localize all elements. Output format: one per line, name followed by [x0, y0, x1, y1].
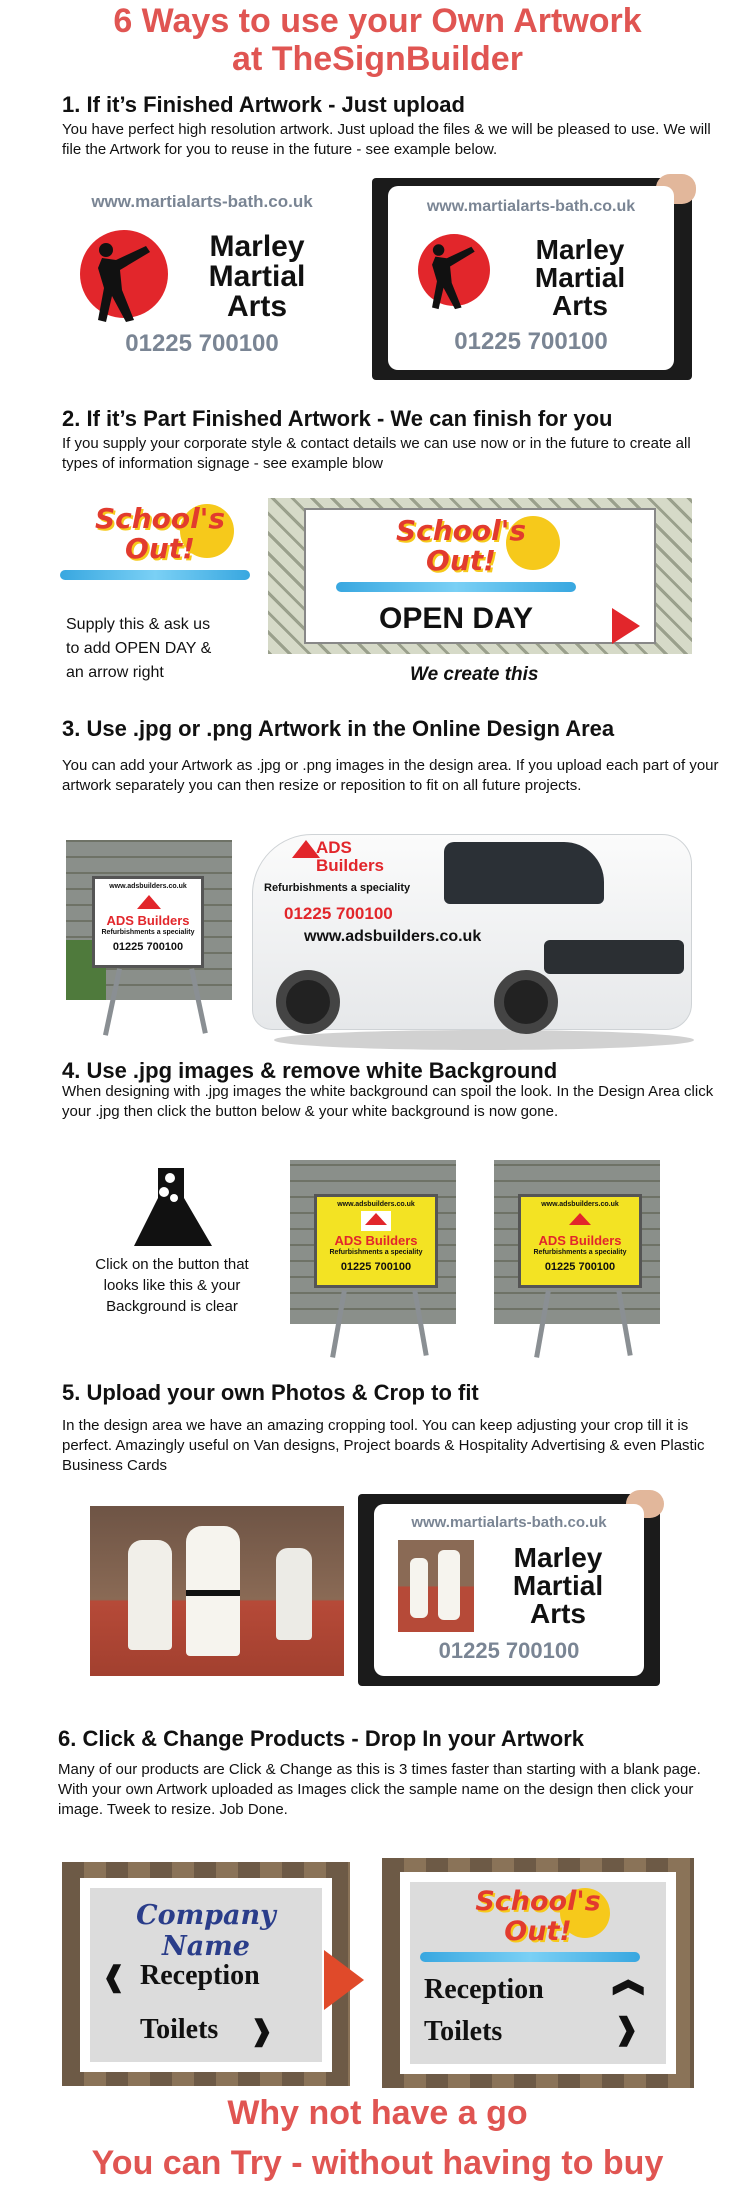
section4-caption-line2: looks like this & your — [103, 1277, 241, 1294]
sign-logo-line1: School's — [395, 514, 526, 547]
black-belt-shape — [186, 1590, 240, 1596]
sign-frame-left — [80, 1878, 332, 2072]
yellow-board-after-phone: 01225 700100 — [544, 1261, 616, 1273]
right-wave-shape — [420, 1952, 640, 1962]
card-phone-text: 01225 700100 — [454, 328, 608, 355]
wood-panel-left — [62, 1862, 350, 2086]
reception-text-right: Reception — [424, 1974, 544, 2005]
section4-body: When designing with .jpg images the white background can spoil the look. In the Design Area click your .jpg then click the button below & your white background is now gone. — [62, 1083, 714, 1120]
wall-photo-after — [494, 1160, 660, 1324]
yellow-board-phone: 01225 700100 — [340, 1261, 412, 1273]
ads-board — [92, 876, 204, 968]
martial-arts-logo — [62, 188, 342, 368]
wave-shape — [60, 570, 250, 580]
yellow-board-after-roof-icon — [569, 1213, 591, 1225]
card-brand-line2: Martial — [534, 262, 626, 293]
sign-frame-right — [400, 1872, 676, 2074]
brand-line1: Marley — [209, 230, 305, 263]
card-website-text: www.martialarts-bath.co.uk — [426, 198, 636, 215]
card-brand-line1: Marley — [535, 234, 625, 265]
section2-caption-line2: to add OPEN DAY & — [66, 640, 212, 657]
section3-heading: 3. Use .jpg or .png Artwork in the Online Design Area — [62, 716, 615, 741]
card2-brand-line2: Martial — [512, 1570, 604, 1601]
fence-photo — [268, 498, 692, 654]
karate-figure-icon — [76, 228, 176, 328]
open-day-sign — [304, 508, 656, 644]
section2-heading: 2. If it’s Part Finished Artwork - We can finish for you — [62, 406, 613, 431]
company-name-text: Company Name — [136, 1900, 276, 1962]
right-logo-line1: School's — [475, 1886, 601, 1917]
van-site: www.adsbuilders.co.uk — [304, 928, 482, 945]
toilets-text-left: Toilets — [140, 2014, 219, 2045]
van-windscreen — [444, 842, 604, 904]
left-arrow-icon: ❰ — [102, 1961, 126, 1992]
section1-heading: 1. If it’s Finished Artwork - Just upload — [62, 92, 465, 117]
card2-brand-line1: Marley — [513, 1542, 603, 1573]
business-card — [388, 186, 674, 370]
van-wheel-rear — [276, 970, 340, 1034]
section6-heading: 6. Click & Change Products - Drop In your Artwork — [58, 1726, 585, 1751]
up-arrow-icon: ❱ — [610, 1974, 644, 2001]
grey-sign-right — [410, 1882, 666, 2064]
page-title-line2: at TheSignBuilder — [232, 40, 523, 78]
wall-photo-before — [290, 1160, 456, 1324]
ads-board-tag: Refurbishments a speciality — [101, 929, 195, 936]
yellow-board-tag: Refurbishments a speciality — [329, 1249, 423, 1256]
footer-line1: Why not have a go — [227, 2094, 528, 2132]
website-text: www.martialarts-bath.co.uk — [91, 192, 313, 211]
arrow-right-icon — [612, 608, 640, 644]
card2-karate-person — [410, 1558, 428, 1618]
section5-heading: 5. Upload your own Photos & Crop to fit — [62, 1380, 479, 1405]
van-wheel-front — [494, 970, 558, 1034]
sign-logo-line2: Out! — [426, 544, 496, 577]
van-tag: Refurbishments a speciality — [264, 882, 411, 894]
remove-background-button-icon — [128, 1164, 218, 1250]
card2-website-text: www.martialarts-bath.co.uk — [411, 1514, 607, 1531]
van-phone: 01225 700100 — [284, 904, 393, 923]
toilets-text-right: Toilets — [424, 2016, 503, 2047]
grey-sign-left — [90, 1888, 322, 2062]
van-shadow — [274, 1030, 694, 1050]
section6-body: Many of our products are Click & Change as this is 3 times faster than starting with a blank page. With your own Artwork uploaded as Images click the sample name on the design then click your image. Tweek to resize. Job Done. — [58, 1761, 701, 1818]
ads-board-phone: 01225 700100 — [112, 941, 184, 953]
yellow-board-after — [518, 1194, 642, 1288]
van-image — [244, 820, 692, 1050]
section5-body: In the design area we have an amazing cropping tool. You can keep adjusting your crop till it is perfect. Amazingly useful on Van designs, Project boards & Hospitality Advertising & even Plastic Business Cards — [62, 1417, 705, 1474]
roof-icon — [137, 895, 161, 909]
yellow-board-name: ADS Builders — [334, 1233, 418, 1248]
right-arrow-icon: ❱ — [250, 2015, 274, 2046]
open-day-text: OPEN DAY — [379, 602, 533, 635]
transform-arrow-icon — [324, 1950, 364, 2010]
ads-board-site: www.adsbuilders.co.uk — [109, 883, 187, 890]
wood-panel-right — [382, 1858, 694, 2088]
sign-wave-shape — [336, 582, 576, 592]
right-arrow-icon-2: ❱ — [614, 2013, 640, 2046]
logo-line1: School's — [94, 502, 225, 535]
wall-photo — [66, 840, 232, 1000]
card2-photo — [398, 1540, 474, 1632]
right-logo-line2: Out! — [504, 1916, 572, 1947]
section1-body: You have perfect high resolution artwork. Just upload the files & we will be pleased to use. We will file the Artwork for you to reuse in the future - see example below. — [62, 121, 711, 158]
reception-text-left: Reception — [140, 1960, 260, 1991]
yellow-board-after-site: www.adsbuilders.co.uk — [541, 1201, 619, 1208]
section4-heading: 4. Use .jpg images & remove white Background — [62, 1058, 558, 1083]
card2-karate-person-2 — [438, 1550, 460, 1620]
section4-caption-line3: Background is clear — [106, 1298, 238, 1315]
van-name-line2: Builders — [316, 856, 385, 875]
card2-brand-line3: Arts — [529, 1598, 586, 1629]
brand-line3: Arts — [226, 290, 287, 323]
page-title-line1: 6 Ways to use your Own Artwork — [113, 2, 642, 40]
yellow-board-before — [314, 1194, 438, 1288]
section2-caption-line1: Supply this & ask us — [66, 616, 211, 633]
we-create-label: We create this — [410, 664, 539, 685]
van-grille — [544, 940, 684, 974]
card-brand-line3: Arts — [551, 290, 608, 321]
footer-line2: You can Try - without having to buy — [91, 2144, 664, 2182]
card-karate-figure-icon — [414, 232, 496, 314]
yellow-board-after-tag: Refurbishments a speciality — [533, 1249, 627, 1256]
karate-photo — [90, 1506, 344, 1676]
karate-person-1 — [128, 1540, 172, 1650]
section2-caption-line3: an arrow right — [66, 664, 164, 681]
yellow-board-after-name: ADS Builders — [538, 1233, 622, 1248]
yellow-board-site: www.adsbuilders.co.uk — [337, 1201, 415, 1208]
yellow-board-roof-icon — [365, 1213, 387, 1225]
brand-line2: Martial — [208, 260, 306, 293]
business-card-photo — [372, 178, 692, 380]
karate-person-3 — [276, 1548, 312, 1640]
van-name-line1: ADS — [316, 838, 352, 857]
section4-caption-line1: Click on the button that — [95, 1256, 249, 1273]
card2-phone-text: 01225 700100 — [438, 1638, 580, 1663]
section2-body: If you supply your corporate style & contact details we can use now or in the future to create all types of information signage - see example blow — [62, 435, 691, 472]
phone-text: 01225 700100 — [125, 330, 279, 357]
ads-board-name: ADS Builders — [106, 913, 190, 928]
schools-out-logo — [60, 500, 260, 590]
business-card-photo-2 — [358, 1494, 660, 1686]
logo-line2: Out! — [125, 532, 195, 565]
business-card-2 — [374, 1504, 644, 1676]
section3-body: You can add your Artwork as .jpg or .png images in the design area. If you upload each part of your artwork separately you can then resize or reposition to fit on all future projects. — [62, 757, 719, 794]
